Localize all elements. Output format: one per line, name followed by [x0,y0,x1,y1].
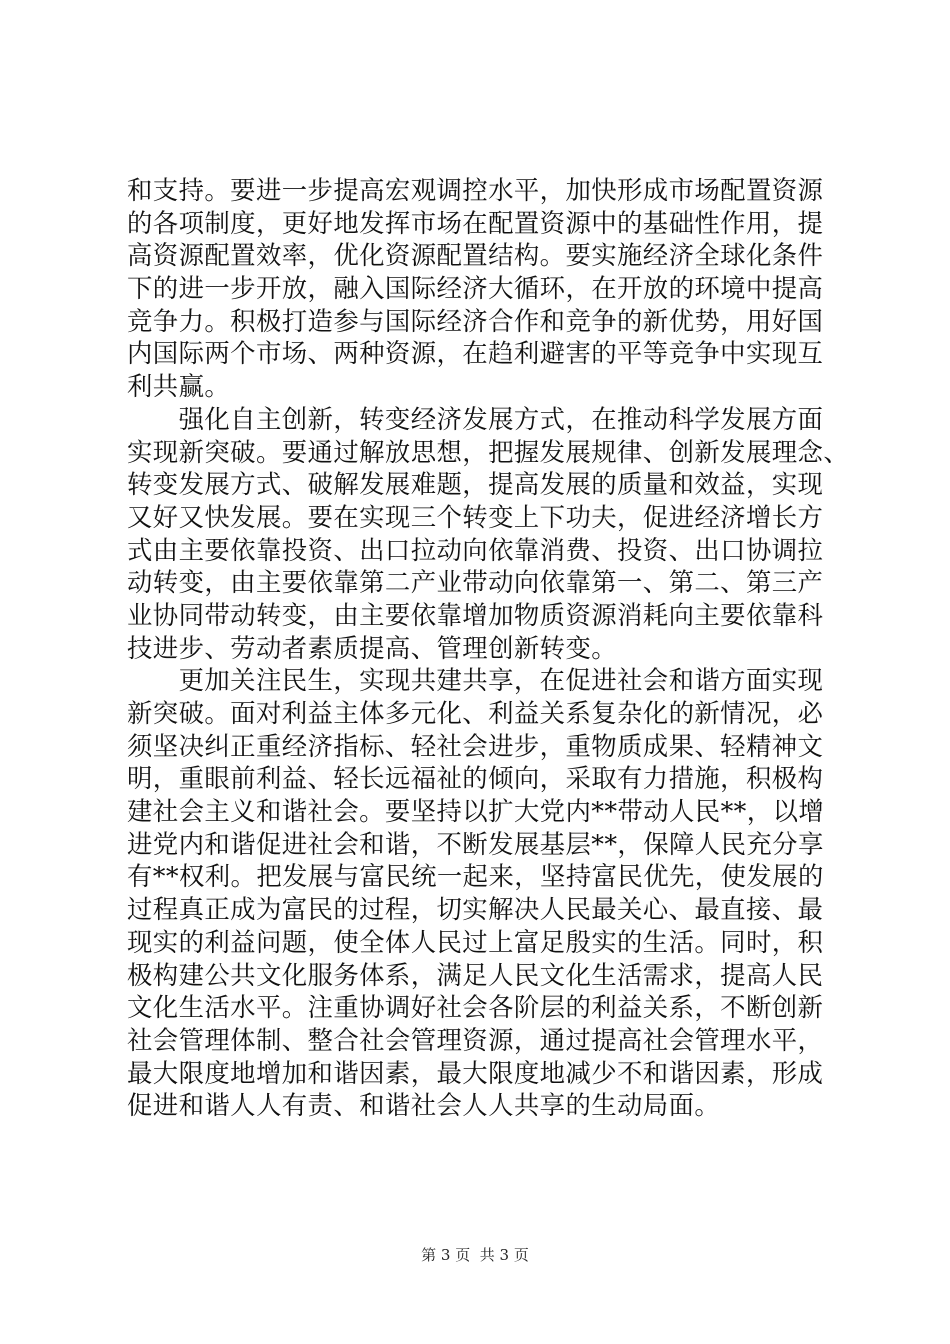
text-line: 强化自主创新，转变经济发展方式，在推动科学发展方面 [127,403,824,434]
text-line: 社会管理体制、整合社会管理资源，通过提高社会管理水平， [127,1024,824,1055]
text-line: 高资源配置效率，优化资源配置结构。要实施经济全球化条件 [127,240,824,271]
document-body [127,174,850,1122]
page-number-footer: 第 3 页 共 3 页 [421,1246,529,1264]
text-line: 促进和谐人人有责、和谐社会人人共享的生动局面。 [127,1090,721,1121]
text-line: 业协同带动转变，由主要依靠增加物质资源消耗向主要依靠科 [127,599,824,630]
text-line: 动转变，由主要依靠第二产业带动向依靠第一、第二、第三产 [127,567,824,598]
text-line: 和支持。要进一步提高宏观调控水平，加快形成市场配置资源 [127,175,824,205]
text-line: 技进步、劳动者素质提高、管理创新转变。 [127,632,618,663]
text-line: 进党内和谐促进社会和谐，不断发展基层**，保障人民充分享 [127,828,824,859]
text-line: 明，重眼前利益、轻长远福祉的倾向，采取有力措施，积极构 [127,763,824,794]
text-line: 文化生活水平。注重协调好社会各阶层的利益关系，不断创新 [127,992,824,1023]
text-line: 式由主要依靠投资、出口拉动向依靠消费、投资、出口协调拉 [127,534,824,565]
text-line: 利共赢。 [127,371,231,402]
text-line: 现实的利益问题，使全体人民过上富足殷实的生活。同时，积 [127,926,824,957]
text-line: 下的进一步开放，融入国际经济大循环，在开放的环境中提高 [127,273,824,304]
text-line: 最大限度地增加和谐因素，最大限度地减少不和谐因素，形成 [127,1057,824,1088]
text-line: 极构建公共文化服务体系，满足人民文化生活需求，提高人民 [127,959,824,990]
text-line: 又好又快发展。要在实现三个转变上下功夫，促进经济增长方 [127,501,824,532]
text-line: 须坚决纠正重经济指标、轻社会进步，重物质成果、轻精神文 [127,730,824,761]
text-line: 新突破。面对利益主体多元化、利益关系复杂化的新情况，必 [127,698,824,728]
text-line: 过程真正成为富民的过程，切实解决人民最关心、最直接、最 [127,894,824,925]
text-line: 建社会主义和谐社会。要坚持以扩大党内**带动人民**，以增 [127,796,825,827]
text-line: 实现新突破。要通过解放思想，把握发展规律、创新发展理念、 [127,436,850,467]
text-line: 竞争力。积极打造参与国际经济合作和竞争的新优势，用好国 [127,305,824,336]
text-line: 有**权利。把发展与富民统一起来，坚持富民优先，使发展的 [127,861,824,892]
text-line: 的各项制度，更好地发挥市场在配置资源中的基础性作用，提 [127,207,824,238]
text-line: 内国际两个市场、两种资源，在趋利避害的平等竞争中实现互 [127,338,824,369]
text-line: 更加关注民生，实现共建共享，在促进社会和谐方面实现 [127,665,824,696]
text-line: 转变发展方式、破解发展难题，提高发展的质量和效益，实现 [127,469,824,500]
